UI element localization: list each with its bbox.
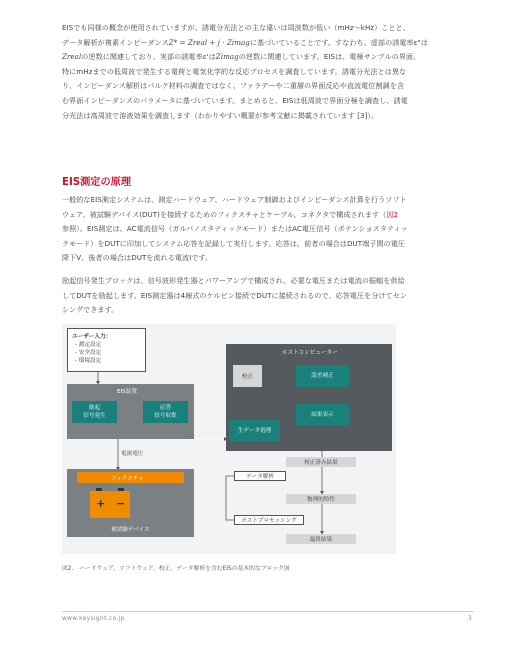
principle-paragraph [62, 193, 460, 266]
data-analysis-block: データ解析 [234, 471, 286, 481]
post-processing-block: ポストプロセッシング [234, 515, 304, 525]
section-heading: EIS測定の原理 [62, 177, 132, 188]
battery-icon [90, 491, 130, 518]
figure-caption: 図2. ハードウェア、ソフトウェア、校正、データ解析を含むEISの基本的なブロック図 [62, 566, 290, 572]
intro-line: む界面インピーダンスのパラメータに基づいています。まとめると、EISは低周波で界面分極を調査し、誘電 [62, 95, 408, 105]
user-input-title: ユーザー入力： [72, 334, 112, 340]
principle-line: クモード）をDUTに印加してシステム応答を記録して実行します。応答は、前者の場合はDUT端子間の電圧 [62, 238, 406, 248]
dut-box [67, 469, 194, 537]
intro-line: 分光法は高周波で溶液効果を調査します（わかりやすい概要が参考文献に掲載されています [3]）。 [62, 110, 379, 120]
fixture-label: フィクスチャ [111, 476, 144, 482]
host-computer-box [226, 344, 392, 451]
impedance-formula: Z* = Zreal + j · Zimag [168, 37, 250, 47]
block-diagram [62, 324, 396, 554]
excitation-paragraph [62, 274, 460, 318]
intro-paragraph [62, 21, 460, 123]
intro-line: Zrealの逆数に関連しており、実部の誘電率ε'はZimagの逆数に関連しています。EISは、電極サンプルの界面、 [62, 52, 421, 62]
host-computer-label: ホストコンピューター [282, 350, 338, 356]
calibrated-results-block: 校正済み結果 [286, 457, 356, 467]
footer-divider [62, 611, 474, 612]
intro-line: EISでも同様の概念が使用されていますが、誘電分光法との主な違いは周波数が低い（mHz〜kHz）ことと、 [62, 23, 410, 32]
intro-line: データ解析が複素インピーダンスZ* = Zreal + j · Zimagに基づいていることです。すなわち、虚部の誘電率ε"は [62, 37, 428, 47]
intro-line: り、インピーダンス解析はバルク材料の調査ではなく、ファラデーや二重層の界面反応や直流電位割調を含 [62, 81, 405, 91]
principle-line: 一般的なEIS測定システムは、測定ハードウェア、ハードウェア制御およびインピーダンス計算を行うソフト [62, 195, 407, 204]
minus-sign: − [116, 497, 126, 510]
eis-device-label: EIS装置 [117, 389, 137, 395]
user-input-item: - 環境設定 [75, 358, 102, 364]
plus-sign: + [96, 497, 106, 510]
eis-device-box [67, 384, 194, 439]
principle-line: 降下V、後者の場合はDUTを流れる電流Iです。 [62, 253, 213, 263]
user-input-item: - 安全設定 [75, 350, 102, 356]
physical-properties-block: 物理的特性 [286, 494, 356, 504]
raw-data-block: 生データ処理 [229, 420, 280, 442]
principle-line: 参照）。EIS測定は、AC電流信号（ガルバノスタティックモード）またはAC電圧信号（ポテンショスタティッ [62, 224, 408, 234]
excitation-line: シングできます。 [62, 305, 119, 315]
error-correction-block: 誤差補正 [296, 365, 349, 387]
current-voltage-label: 電流電圧 [121, 451, 144, 457]
user-input-box [67, 328, 146, 372]
excitation-block: 励起 信号発生 [72, 401, 117, 423]
excitation-line: してDUTを励起します。EIS測定器は4線式のケルビン接続でDUTに接続されるので、応答電圧を分けてセン [62, 290, 408, 300]
response-block: 応答 信号収集 [143, 401, 188, 423]
user-input-item: - 測定設定 [75, 342, 102, 348]
figure-link[interactable]: 図2 [386, 209, 398, 219]
intro-line: 特にmHzまでの低周波で発生する電荷と電気化学的な反応プロセスを調査しています。誘電分光法とは異な [62, 66, 407, 76]
principle-line: ウェア、被試験デバイス(DUT)を接続するためのフィクスチャとケーブル、コネクタで構成されます（図2 [62, 209, 398, 219]
result-display-block: 結果表示 [296, 404, 349, 426]
final-results-block: 最終結果 [286, 534, 356, 544]
excitation-line: 励起信号発生ブロックは、信号波形発生器とパワーアンプで構成され、必要な電圧または電流の振幅を供給 [62, 276, 405, 285]
page-number: 3 [468, 616, 472, 622]
calibration-block: 校正 [233, 365, 262, 387]
dut-label: 被試験デバイス [111, 527, 150, 533]
footer-url[interactable]: www.keysight.co.jp [62, 616, 125, 622]
